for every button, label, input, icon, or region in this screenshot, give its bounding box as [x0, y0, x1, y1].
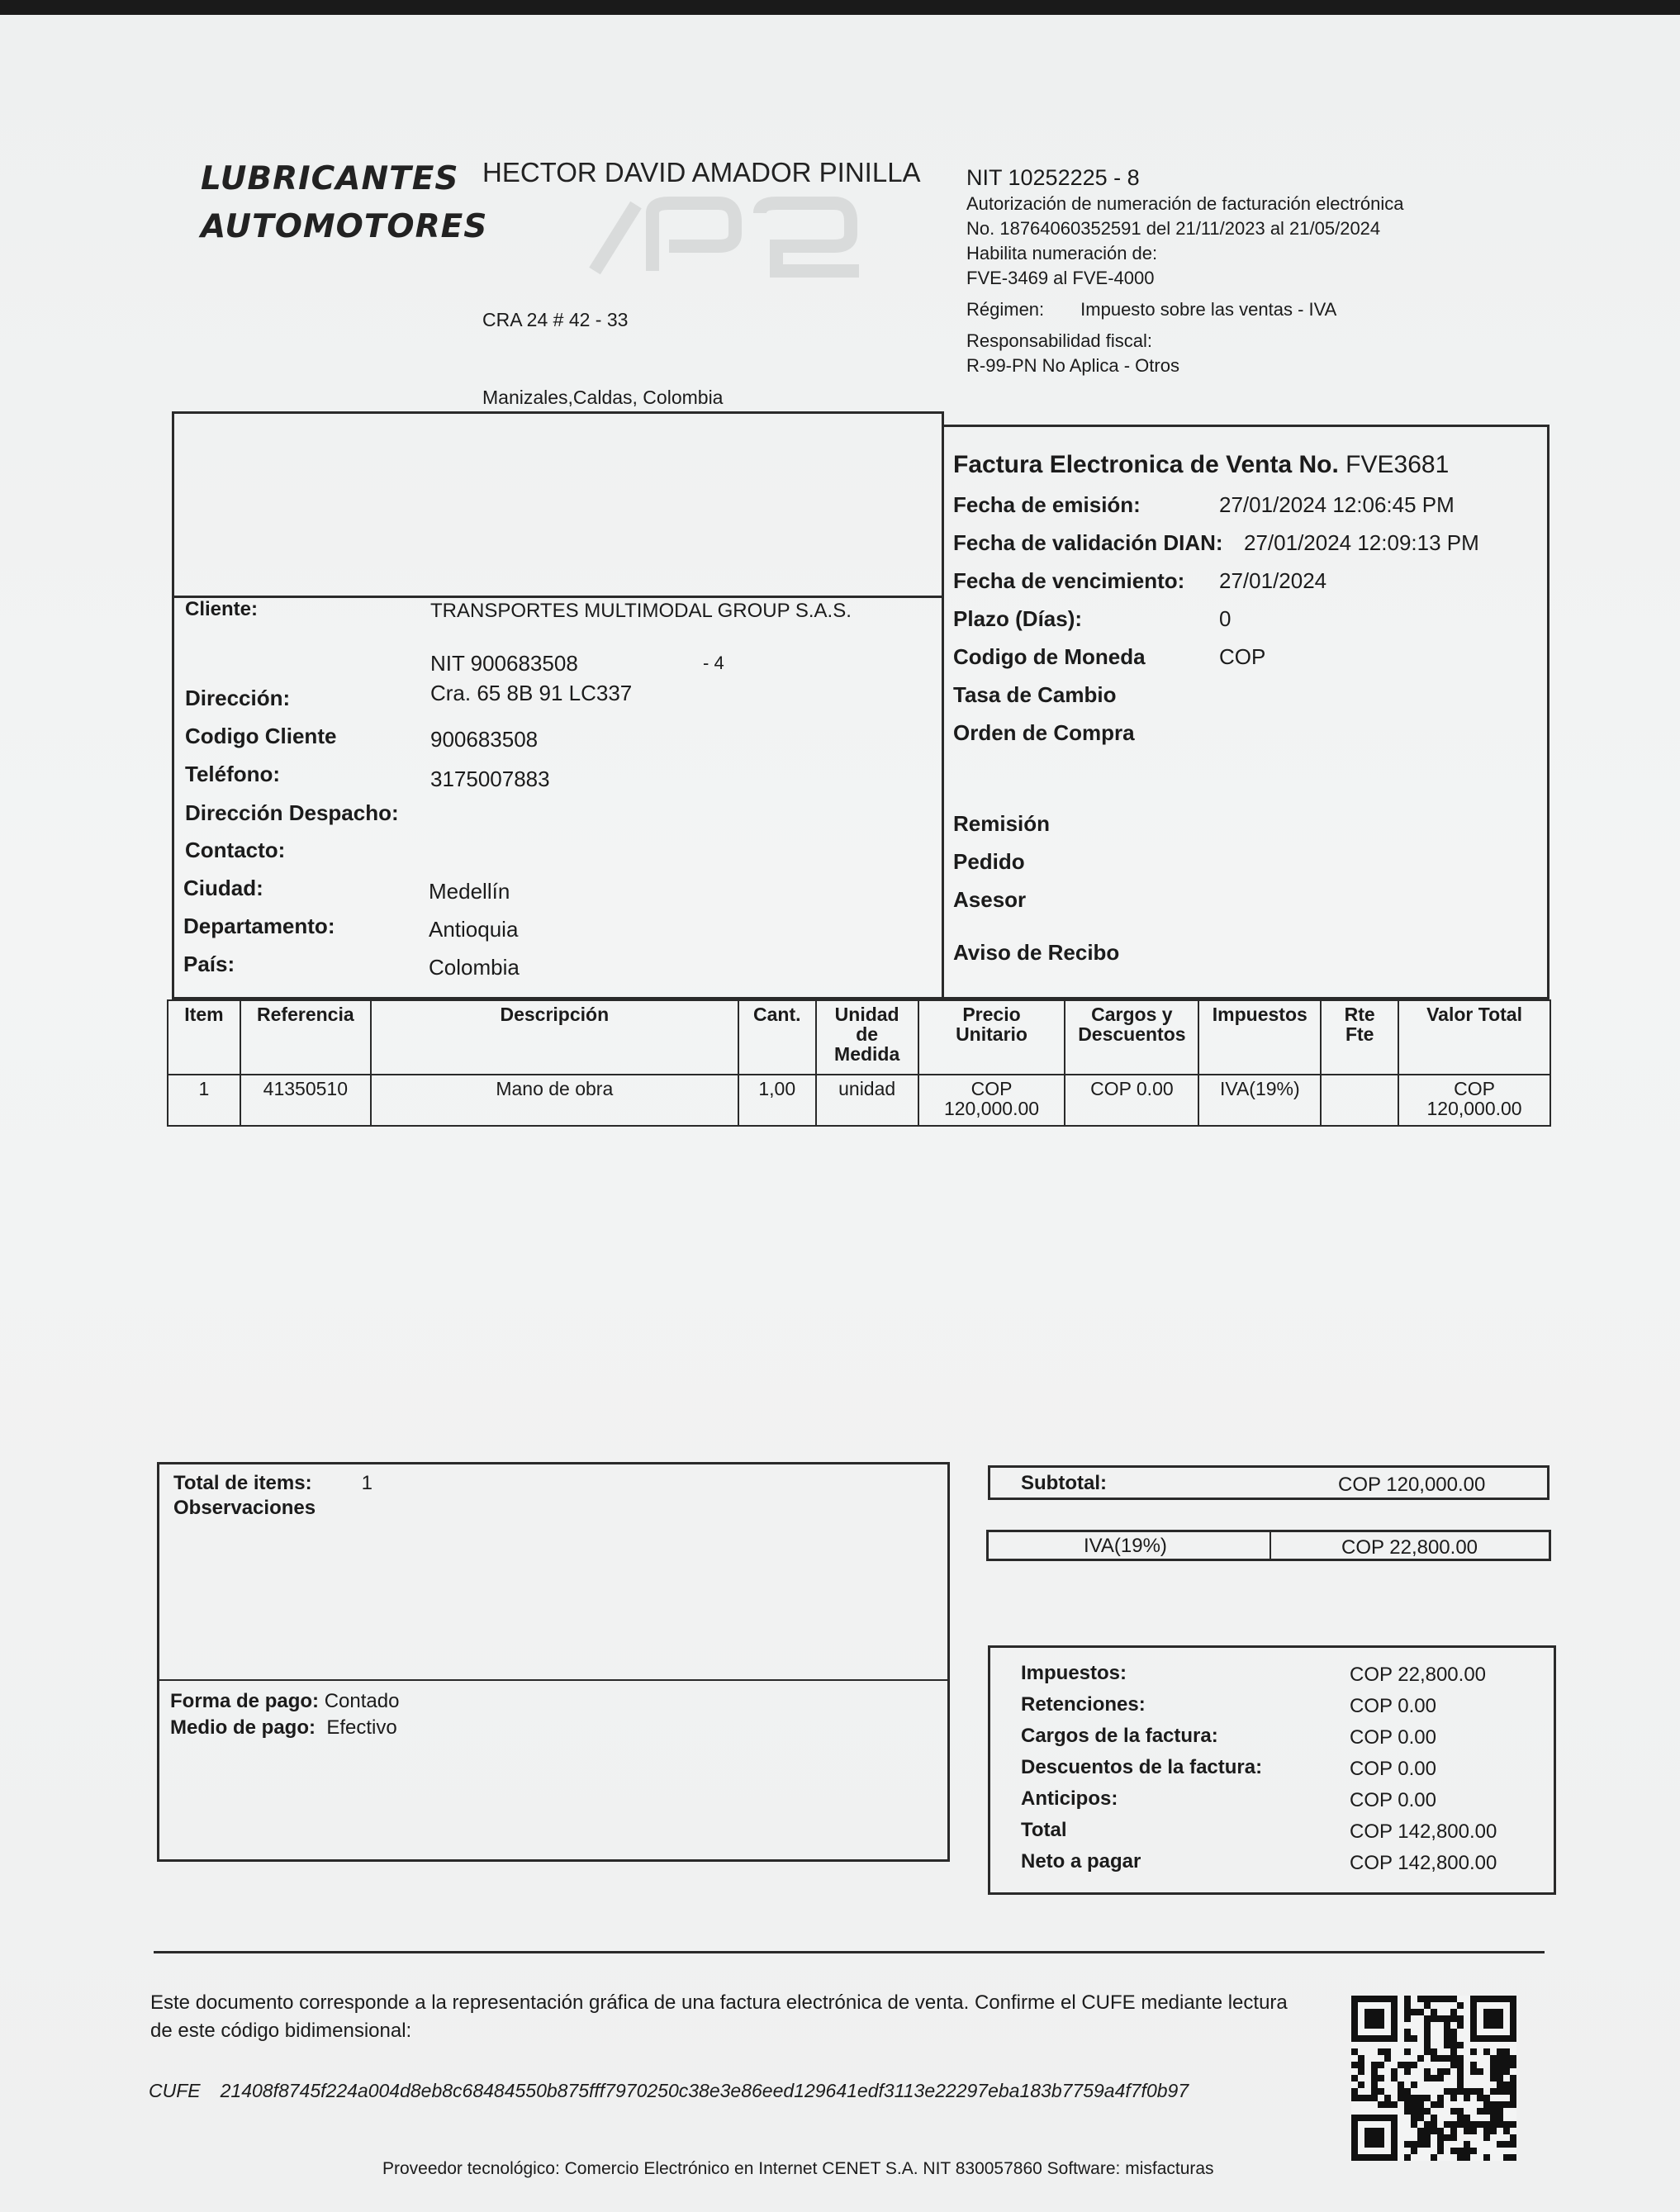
- cell-valor: COP 120,000.00: [1398, 1075, 1550, 1126]
- cufe-label: CUFE: [149, 2080, 201, 2101]
- cell-unidad: unidad: [816, 1075, 918, 1126]
- codigo-cliente-label: Codigo Cliente: [185, 724, 337, 748]
- resp-fiscal-value: R-99-PN No Aplica - Otros: [966, 355, 1179, 376]
- medio-pago: Medio de pago: Efectivo: [170, 1716, 397, 1739]
- invoice-number: FVE3681: [1345, 451, 1450, 478]
- total-value: COP 142,800.00: [1350, 1820, 1497, 1843]
- tasa-cambio-label: Tasa de Cambio: [953, 682, 1117, 707]
- cell-precio: COP 120,000.00: [918, 1075, 1065, 1126]
- orden-compra-label: Orden de Compra: [953, 720, 1135, 745]
- descuentos-label: Descuentos de la factura:: [1021, 1756, 1263, 1778]
- anticipos-label: Anticipos:: [1021, 1787, 1118, 1810]
- cell-item: 1: [168, 1075, 240, 1126]
- observaciones-label: Observaciones: [173, 1497, 316, 1519]
- auth-line-4: FVE-3469 al FVE-4000: [966, 268, 1155, 288]
- ciudad-value: Medellín: [429, 879, 510, 904]
- invoice-title: Factura Electronica de Venta No. FVE3681: [953, 451, 1450, 478]
- retenciones-value: COP 0.00: [1350, 1695, 1436, 1717]
- resp-fiscal-label: Responsabilidad fiscal:: [966, 330, 1153, 351]
- auth-line-1: Autorización de numeración de facturación electrónica: [966, 193, 1404, 214]
- moneda-value: COP: [1219, 644, 1266, 669]
- impuestos-label: Impuestos:: [1021, 1662, 1127, 1684]
- footer-divider: [154, 1951, 1545, 1953]
- cliente-value: TRANSPORTES MULTIMODAL GROUP S.A.S.: [430, 600, 852, 622]
- pais-value: Colombia: [429, 955, 520, 980]
- cargos-label: Cargos de la factura:: [1021, 1725, 1218, 1747]
- direccion-value: Cra. 65 8B 91 LC337: [430, 681, 633, 705]
- regimen-line: Régimen: Impuesto sobre las ventas - IVA: [966, 299, 1337, 320]
- cell-cant: 1,00: [738, 1075, 816, 1126]
- seller-fiscal-info: [966, 164, 1404, 378]
- vencimiento-value: 27/01/2024: [1219, 568, 1327, 593]
- auth-line-3: Habilita numeración de:: [966, 243, 1158, 263]
- validacion-value: 27/01/2024 12:09:13 PM: [1244, 530, 1479, 555]
- medio-pago-value: Efectivo: [326, 1716, 397, 1739]
- col-descripcion: Descripción: [371, 1000, 738, 1075]
- cufe-value: 21408f8745f224a004d8eb8c68484550b875fff7970250c38e3e86eed129641edf3113e22297eba183b7759a4f7f0b97: [220, 2080, 1189, 2101]
- col-rte-fte: Rte Fte: [1321, 1000, 1398, 1075]
- qr-code-icon: [1351, 1996, 1516, 2161]
- ciudad-label: Ciudad:: [183, 876, 263, 900]
- moneda-label: Codigo de Moneda: [953, 644, 1146, 669]
- cell-rte: [1321, 1075, 1398, 1126]
- auth-line-2: No. 18764060352591 del 21/11/2023 al 21/05/2024: [966, 218, 1381, 239]
- emision-value: 27/01/2024 12:06:45 PM: [1219, 492, 1455, 517]
- vencimiento-label: Fecha de vencimiento:: [953, 568, 1185, 593]
- col-referencia: Referencia: [240, 1000, 371, 1075]
- neto-label: Neto a pagar: [1021, 1850, 1141, 1873]
- anticipos-value: COP 0.00: [1350, 1789, 1436, 1811]
- col-unidad: Unidad de Medida: [816, 1000, 918, 1075]
- iva-value: COP 22,800.00: [1341, 1536, 1478, 1559]
- seller-city: Manizales,Caldas, Colombia: [482, 387, 724, 408]
- contacto-label: Contacto:: [185, 838, 286, 862]
- codigo-cliente-value: 900683508: [430, 727, 539, 752]
- cliente-label: Cliente:: [185, 598, 259, 620]
- invoice-page: [0, 15, 1680, 2212]
- table-row: [168, 1075, 1550, 1126]
- plazo-value: 0: [1219, 606, 1232, 631]
- cell-cargos: COP 0.00: [1065, 1075, 1198, 1126]
- client-nit-dv: - 4: [703, 653, 724, 673]
- pedido-label: Pedido: [953, 849, 1025, 874]
- descuentos-value: COP 0.00: [1350, 1758, 1436, 1780]
- cell-impuestos: IVA(19%): [1198, 1075, 1321, 1126]
- seller-name: HECTOR DAVID AMADOR PINILLA: [482, 157, 921, 187]
- col-cargos: Cargos y Descuentos: [1065, 1000, 1198, 1075]
- cargos-value: COP 0.00: [1350, 1726, 1436, 1749]
- retenciones-label: Retenciones:: [1021, 1693, 1146, 1716]
- aviso-recibo-label: Aviso de Recibo: [953, 940, 1120, 965]
- telefono-label: Teléfono:: [185, 762, 281, 786]
- iva-label: IVA(19%): [1084, 1535, 1167, 1557]
- forma-pago-value: Contado: [324, 1690, 400, 1712]
- forma-pago: Forma de pago: Contado: [170, 1690, 400, 1712]
- cell-descripcion: Mano de obra: [371, 1075, 738, 1126]
- subtotal-value: COP 120,000.00: [1338, 1474, 1486, 1496]
- plazo-label: Plazo (Días):: [953, 606, 1083, 631]
- company-logo: LUBRICANTES AUTOMOTORES: [201, 160, 488, 245]
- provider-text: Proveedor tecnológico: Comercio Electrónico en Internet CENET S.A. NIT 830057860 Software: misfacturas: [382, 2159, 1214, 2178]
- impuestos-value: COP 22,800.00: [1350, 1664, 1487, 1686]
- pais-label: País:: [183, 952, 235, 976]
- neto-value: COP 142,800.00: [1350, 1852, 1497, 1874]
- col-item: Item: [168, 1000, 240, 1075]
- items-header-row: [168, 1000, 1550, 1075]
- client-nit: NIT 900683508: [430, 651, 578, 676]
- asesor-label: Asesor: [953, 887, 1027, 912]
- departamento-value: Antioquia: [429, 917, 519, 942]
- total-items: Total de items: 1: [173, 1472, 373, 1494]
- col-impuestos: Impuestos: [1198, 1000, 1321, 1075]
- direccion-label: Dirección:: [185, 686, 291, 710]
- validacion-label: Fecha de validación DIAN:: [953, 530, 1223, 555]
- direccion-despacho-label: Dirección Despacho:: [185, 800, 399, 825]
- legal-text: Este documento corresponde a la representación gráfica de una factura electrónica de venta. Confirme el CUFE mediante lectura de este código bidimensional:: [150, 1991, 1288, 2042]
- items-table: [167, 999, 1551, 1127]
- subtotal-label: Subtotal:: [1021, 1472, 1107, 1494]
- remision-label: Remisión: [953, 811, 1051, 836]
- col-precio: Precio Unitario: [918, 1000, 1065, 1075]
- watermark-logo: [545, 188, 892, 287]
- departamento-label: Departamento:: [183, 914, 335, 938]
- total-items-value: 1: [361, 1472, 373, 1494]
- observations-box: [157, 1462, 950, 1862]
- telefono-value: 3175007883: [430, 767, 550, 791]
- seller-address: CRA 24 # 42 - 33: [482, 309, 629, 330]
- cell-referencia: 41350510: [240, 1075, 371, 1126]
- emision-label: Fecha de emisión:: [953, 492, 1141, 517]
- total-label: Total: [1021, 1819, 1067, 1841]
- seller-nit: NIT 10252225 - 8: [966, 165, 1140, 190]
- cufe-line: [149, 2080, 1189, 2102]
- col-valor-total: Valor Total: [1398, 1000, 1550, 1075]
- col-cant: Cant.: [738, 1000, 816, 1075]
